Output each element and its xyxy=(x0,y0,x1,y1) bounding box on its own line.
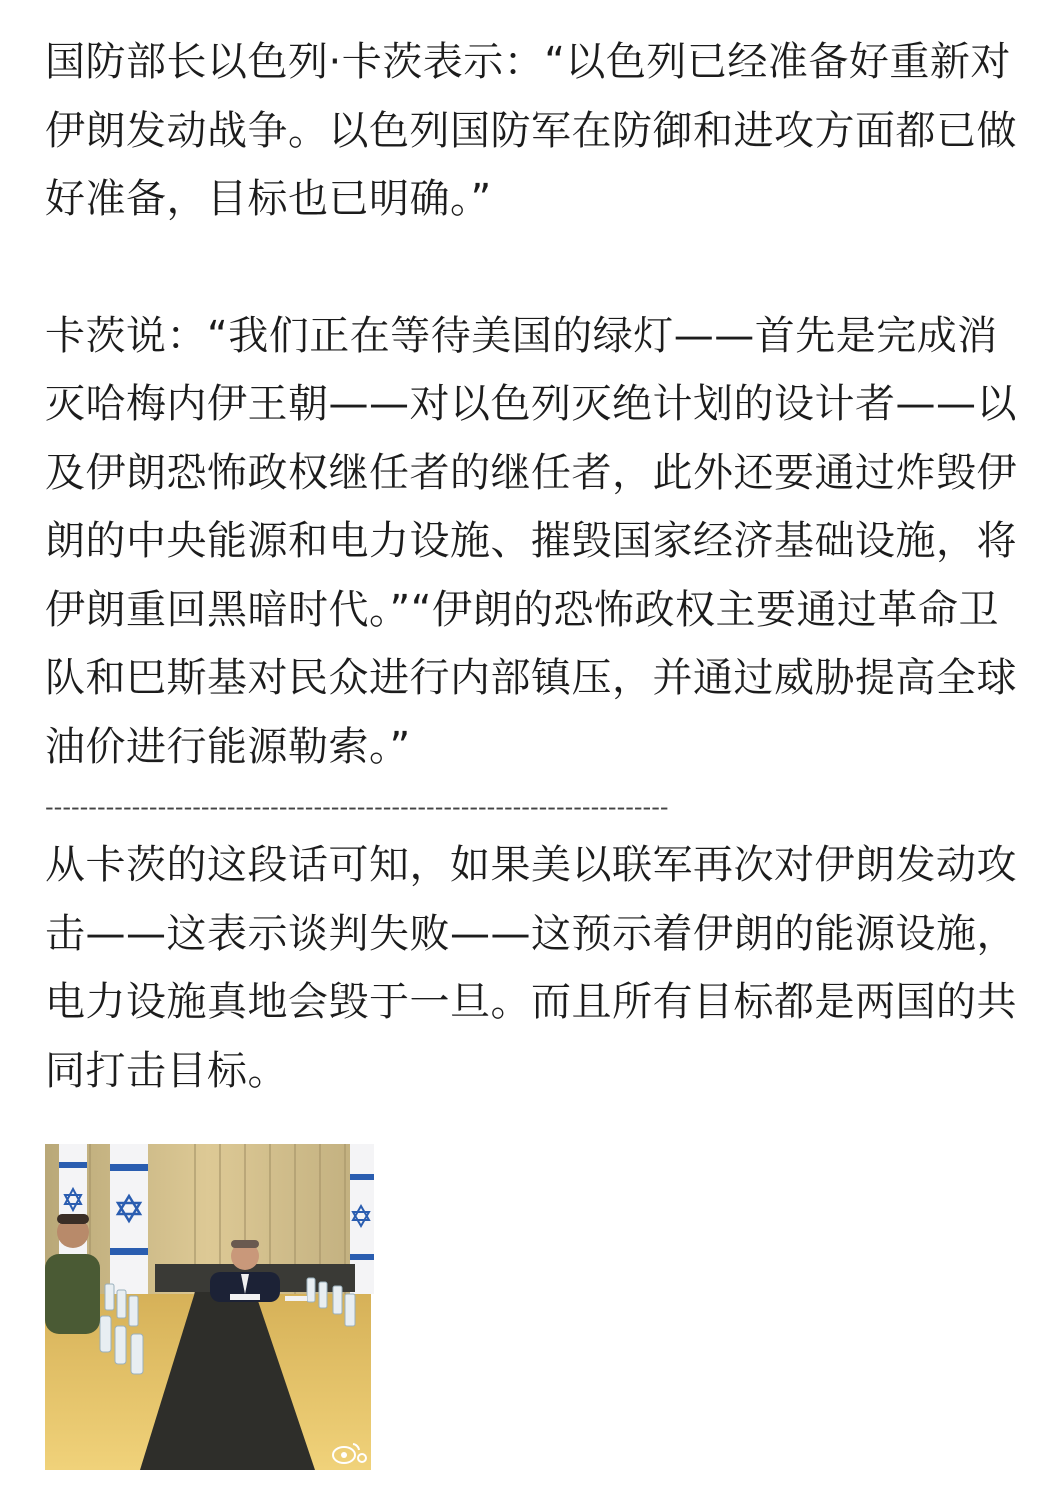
post-paragraph-1: 国防部长以色列·卡茨表示：“以色列已经准备好重新对伊朗发动战争。以色列国防军在防御和进攻方面都已做好准备，目标也已明确。” xyxy=(45,39,1017,222)
meeting-room-photo xyxy=(45,1144,371,1470)
post-image[interactable] xyxy=(45,1144,371,1470)
post-paragraph-2: 卡茨说：“我们正在等待美国的绿灯——首先是完成消灭哈梅内伊王朝——对以色列灭绝计划的设计者——以及伊朗恐怖政权继任者的继任者，此外还要通过炸毁伊朗的中央能源和电力设施、摧毁国家经济基础设施，将伊朗重回黑暗时代。”“伊朗的恐怖政权主要通过革命卫队和巴斯基对民众进行内部镇压，并通过威胁提高全球油价进行能源勒索。” xyxy=(45,312,1017,770)
weibo-watermark-icon xyxy=(331,1440,367,1466)
paragraph-gap xyxy=(45,234,1035,302)
post-paragraph-3: 从卡茨的这段话可知，如果美以联军再次对伊朗发动攻击——这表示谈判失败——这预示着伊朗的能源设施，电力设施真地会毁于一旦。而且所有目标都是两国的共同打击目标。 xyxy=(45,842,1017,1094)
flag-left-2 xyxy=(110,1144,148,1294)
text-divider: ------------------------------------------------------------------------ xyxy=(45,793,669,821)
